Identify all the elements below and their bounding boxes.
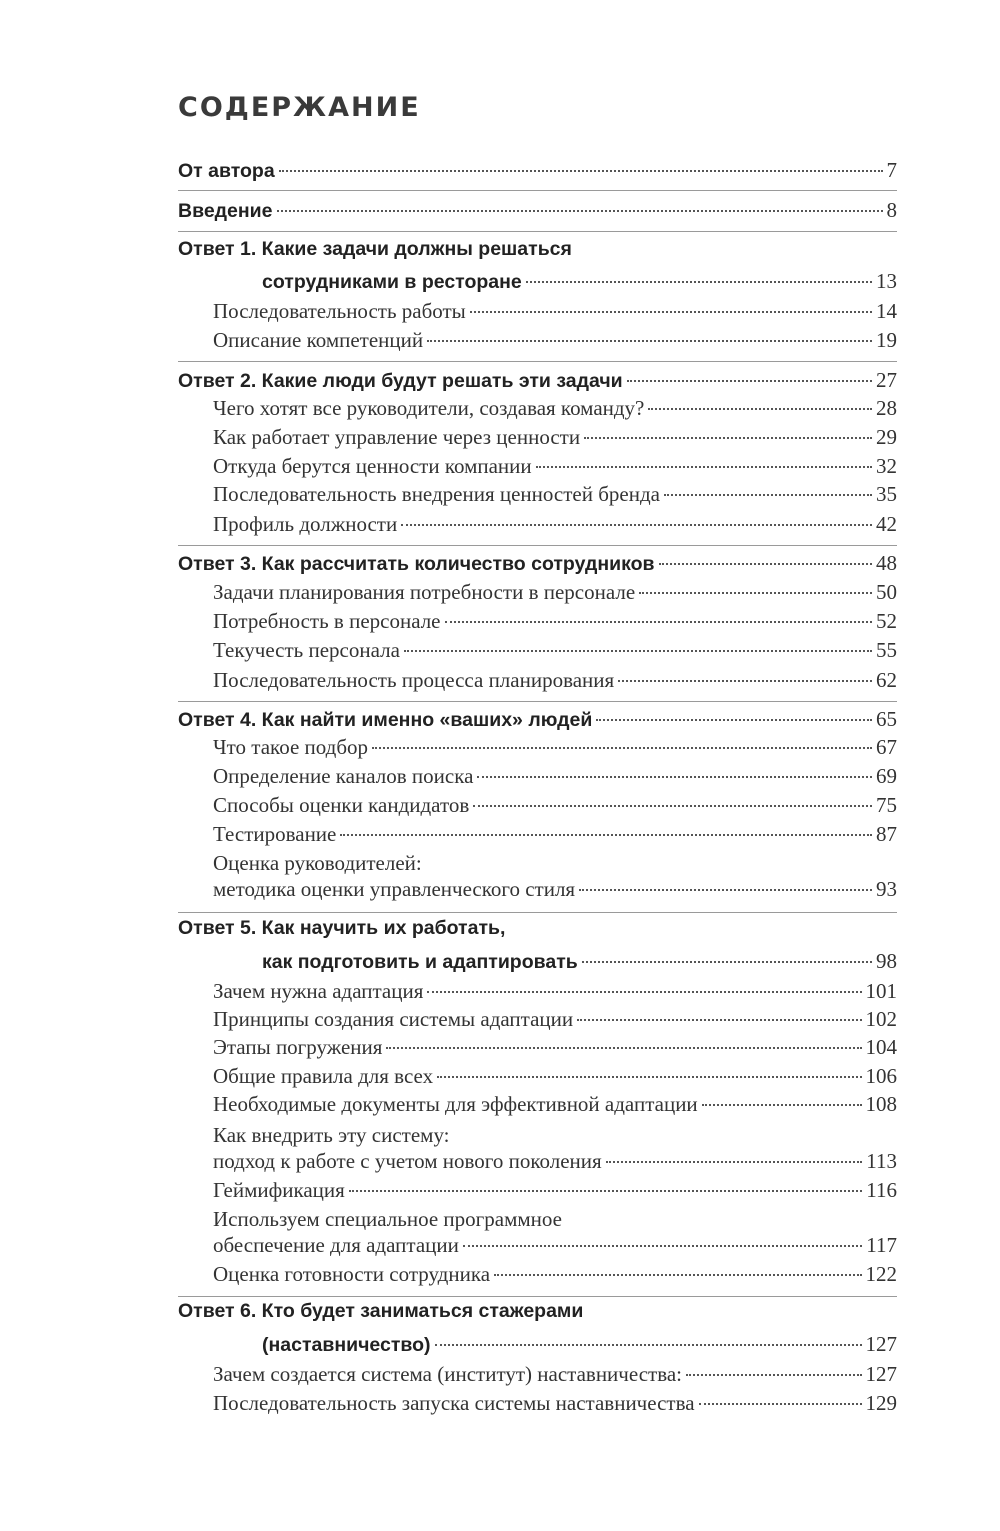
section-divider bbox=[178, 190, 897, 191]
toc-entry-title: (наставничество) bbox=[262, 1334, 431, 1356]
toc-page-number: 8 bbox=[886, 198, 897, 222]
toc-chapter-entry[interactable] bbox=[178, 238, 897, 268]
toc-page-number: 98 bbox=[876, 949, 897, 973]
dot-leader bbox=[340, 834, 872, 836]
toc-chapter-entry[interactable] bbox=[262, 269, 897, 299]
toc-entry-title: Способы оценки кандидатов bbox=[213, 793, 470, 817]
toc-subentry[interactable] bbox=[213, 735, 897, 765]
toc-page-number: 48 bbox=[876, 551, 897, 575]
toc-page-number: 93 bbox=[876, 877, 897, 901]
toc-subentry[interactable] bbox=[213, 822, 897, 852]
toc-entry-title: Геймификация bbox=[213, 1178, 345, 1202]
dot-leader bbox=[477, 776, 872, 778]
dot-leader bbox=[627, 380, 872, 382]
toc-page-number: 13 bbox=[876, 269, 897, 293]
toc-entry-title: обеспечение для адаптации bbox=[213, 1233, 459, 1257]
dot-leader bbox=[584, 437, 872, 439]
dot-leader bbox=[427, 991, 861, 993]
toc-entry-title: сотрудниками в ресторане bbox=[262, 271, 522, 293]
toc-page-number: 87 bbox=[876, 822, 897, 846]
toc-entry-title: Ответ 4. Как найти именно «ваших» людей bbox=[178, 709, 593, 731]
dot-leader bbox=[577, 1019, 861, 1021]
toc-entry-title: подход к работе с учетом нового поколения bbox=[213, 1149, 602, 1173]
toc-page-number: 122 bbox=[865, 1262, 897, 1286]
toc-entry-title: Введение bbox=[178, 200, 273, 222]
dot-leader bbox=[372, 747, 872, 749]
toc-entry-title: Используем специальное программное bbox=[213, 1207, 562, 1231]
toc-subentry[interactable] bbox=[213, 328, 897, 358]
toc-entry-title: Зачем создается система (институт) наставничества: bbox=[213, 1362, 682, 1386]
toc-chapter-entry[interactable] bbox=[178, 551, 897, 581]
toc-page-number: 75 bbox=[876, 793, 897, 817]
toc-entry-title: Последовательность работы bbox=[213, 299, 466, 323]
toc-chapter-entry[interactable] bbox=[262, 949, 897, 979]
dot-leader bbox=[470, 311, 872, 313]
toc-subentry[interactable] bbox=[213, 482, 897, 512]
dot-leader bbox=[606, 1161, 863, 1163]
toc-page-number: 55 bbox=[876, 638, 897, 662]
toc-entry-title: Принципы создания системы адаптации bbox=[213, 1007, 574, 1031]
toc-page-number: 28 bbox=[876, 396, 897, 420]
section-divider bbox=[178, 545, 897, 546]
toc-subentry[interactable] bbox=[213, 1092, 897, 1122]
toc-subentry[interactable] bbox=[213, 1035, 897, 1065]
toc-page-number: 32 bbox=[876, 454, 897, 478]
toc-chapter-entry[interactable] bbox=[178, 1300, 897, 1330]
toc-chapter-entry[interactable] bbox=[178, 198, 897, 228]
toc-page-number: 104 bbox=[865, 1035, 897, 1059]
toc-entry-title: методика оценки управленческого стиля bbox=[213, 877, 576, 901]
toc-subentry[interactable] bbox=[213, 299, 897, 329]
toc-subentry[interactable] bbox=[213, 609, 897, 639]
toc-entry-title: Оценка готовности сотрудника bbox=[213, 1262, 491, 1286]
toc-subentry[interactable] bbox=[213, 512, 897, 542]
section-divider bbox=[178, 1296, 897, 1297]
toc-subentry[interactable] bbox=[213, 396, 897, 426]
toc-page-number: 27 bbox=[876, 368, 897, 392]
toc-subentry[interactable] bbox=[213, 638, 897, 668]
toc-entry-title: Откуда берутся ценности компании bbox=[213, 454, 532, 478]
section-divider bbox=[178, 912, 897, 913]
toc-subentry[interactable] bbox=[213, 454, 897, 484]
toc-entry-title: Ответ 5. Как научить их работать, bbox=[178, 917, 506, 939]
dot-leader bbox=[279, 170, 883, 172]
toc-entry-title: Последовательность процесса планирования bbox=[213, 668, 615, 692]
toc-entry-title: Как работает управление через ценности bbox=[213, 425, 581, 449]
toc-subentry[interactable] bbox=[213, 668, 897, 698]
dot-leader bbox=[526, 281, 872, 283]
toc-entry-title: Потребность в персонале bbox=[213, 609, 441, 633]
toc-entry-title: Этапы погружения bbox=[213, 1035, 383, 1059]
dot-leader bbox=[648, 408, 872, 410]
toc-page-number: 14 bbox=[876, 299, 897, 323]
toc-page-number: 67 bbox=[876, 735, 897, 759]
toc-entry-title: Описание компетенций bbox=[213, 328, 424, 352]
toc-subentry[interactable] bbox=[213, 1149, 897, 1179]
dot-leader bbox=[582, 961, 872, 963]
toc-chapter-entry[interactable] bbox=[178, 368, 897, 398]
toc-entry-title: От автора bbox=[178, 160, 275, 182]
toc-entry-title: Ответ 2. Какие люди будут решать эти задачи bbox=[178, 370, 623, 392]
toc-entry-title: Как внедрить эту систему: bbox=[213, 1123, 450, 1147]
dot-leader bbox=[664, 494, 872, 496]
toc-entry-title: Ответ 1. Какие задачи должны решаться bbox=[178, 238, 572, 260]
toc-subentry[interactable] bbox=[213, 1233, 897, 1263]
dot-leader bbox=[427, 340, 872, 342]
dot-leader bbox=[639, 592, 872, 594]
dot-leader bbox=[277, 210, 883, 212]
toc-page-number: 42 bbox=[876, 512, 897, 536]
toc-entry-title: Ответ 3. Как рассчитать количество сотрудников bbox=[178, 553, 655, 575]
toc-subentry[interactable] bbox=[213, 425, 897, 455]
toc-page-number: 19 bbox=[876, 328, 897, 352]
toc-entry-title: Определение каналов поиска bbox=[213, 764, 474, 788]
toc-entry-title: Необходимые документы для эффективной адаптации bbox=[213, 1092, 698, 1116]
toc-page-number: 69 bbox=[876, 764, 897, 788]
dot-leader bbox=[699, 1403, 862, 1405]
dot-leader bbox=[473, 805, 872, 807]
toc-chapter-entry[interactable] bbox=[262, 1332, 897, 1362]
toc-subentry[interactable] bbox=[213, 1007, 897, 1037]
toc-entry-title: Ответ 6. Кто будет заниматься стажерами bbox=[178, 1300, 584, 1322]
toc-subentry[interactable] bbox=[213, 877, 897, 907]
toc-page-number: 35 bbox=[876, 482, 897, 506]
toc-subentry[interactable] bbox=[213, 580, 897, 610]
toc-subentry[interactable] bbox=[213, 1362, 897, 1392]
toc-entry-title: Зачем нужна адаптация bbox=[213, 979, 424, 1003]
dot-leader bbox=[404, 650, 872, 652]
dot-leader bbox=[349, 1190, 862, 1192]
dot-leader bbox=[435, 1344, 862, 1346]
toc-page-number: 29 bbox=[876, 425, 897, 449]
toc-chapter-entry[interactable] bbox=[178, 917, 897, 947]
toc-subentry[interactable] bbox=[213, 1064, 897, 1094]
toc-page-number: 127 bbox=[865, 1332, 897, 1356]
toc-entry-title: Тестирование bbox=[213, 822, 337, 846]
toc-page-number: 108 bbox=[865, 1092, 897, 1116]
toc-subentry[interactable] bbox=[213, 764, 897, 794]
toc-page-number: 116 bbox=[866, 1178, 897, 1202]
page-title: СОДЕРЖАНИЕ bbox=[178, 92, 421, 123]
toc-chapter-entry[interactable] bbox=[178, 158, 897, 188]
toc-page-number: 65 bbox=[876, 707, 897, 731]
toc-entry-title: Задачи планирования потребности в персонале bbox=[213, 580, 636, 604]
dot-leader bbox=[445, 621, 872, 623]
toc-page-number: 62 bbox=[876, 668, 897, 692]
section-divider bbox=[178, 231, 897, 232]
toc-entry-title: Профиль должности bbox=[213, 512, 398, 536]
dot-leader bbox=[386, 1047, 861, 1049]
toc-page-number: 52 bbox=[876, 609, 897, 633]
toc-page-number: 101 bbox=[865, 979, 897, 1003]
toc-page-number: 117 bbox=[866, 1233, 897, 1257]
toc-page-number: 113 bbox=[866, 1149, 897, 1173]
toc-entry-title: Чего хотят все руководители, создавая команду? bbox=[213, 396, 645, 420]
dot-leader bbox=[702, 1104, 862, 1106]
dot-leader bbox=[494, 1274, 861, 1276]
dot-leader bbox=[596, 719, 872, 721]
section-divider bbox=[178, 361, 897, 362]
dot-leader bbox=[401, 524, 872, 526]
toc-page-number: 106 bbox=[865, 1064, 897, 1088]
toc-subentry[interactable] bbox=[213, 1391, 897, 1421]
toc-entry-title: Что такое подбор bbox=[213, 735, 369, 759]
toc-entry-title: Текучесть персонала bbox=[213, 638, 400, 662]
dot-leader bbox=[618, 680, 872, 682]
toc-page-number: 102 bbox=[865, 1007, 897, 1031]
dot-leader bbox=[463, 1245, 862, 1247]
toc-subentry[interactable] bbox=[213, 793, 897, 823]
toc-entry-title: Общие правила для всех bbox=[213, 1064, 434, 1088]
toc-page-number: 129 bbox=[865, 1391, 897, 1415]
dot-leader bbox=[686, 1374, 862, 1376]
dot-leader bbox=[437, 1076, 861, 1078]
dot-leader bbox=[536, 466, 872, 468]
toc-entry-title: Последовательность запуска системы наставничества bbox=[213, 1391, 695, 1415]
toc-page-number: 50 bbox=[876, 580, 897, 604]
section-divider bbox=[178, 701, 897, 702]
toc-subentry[interactable] bbox=[213, 1178, 897, 1208]
toc-subentry[interactable] bbox=[213, 1262, 897, 1292]
toc-chapter-entry[interactable] bbox=[178, 707, 897, 737]
toc-page-number: 127 bbox=[865, 1362, 897, 1386]
toc-entry-title: Оценка руководителей: bbox=[213, 851, 422, 875]
toc-entry-title: как подготовить и адаптировать bbox=[262, 951, 578, 973]
dot-leader bbox=[659, 563, 873, 565]
toc-page-number: 7 bbox=[886, 158, 897, 182]
toc-subentry[interactable] bbox=[213, 979, 897, 1009]
toc-entry-title: Последовательность внедрения ценностей бренда bbox=[213, 482, 660, 506]
dot-leader bbox=[579, 889, 872, 891]
